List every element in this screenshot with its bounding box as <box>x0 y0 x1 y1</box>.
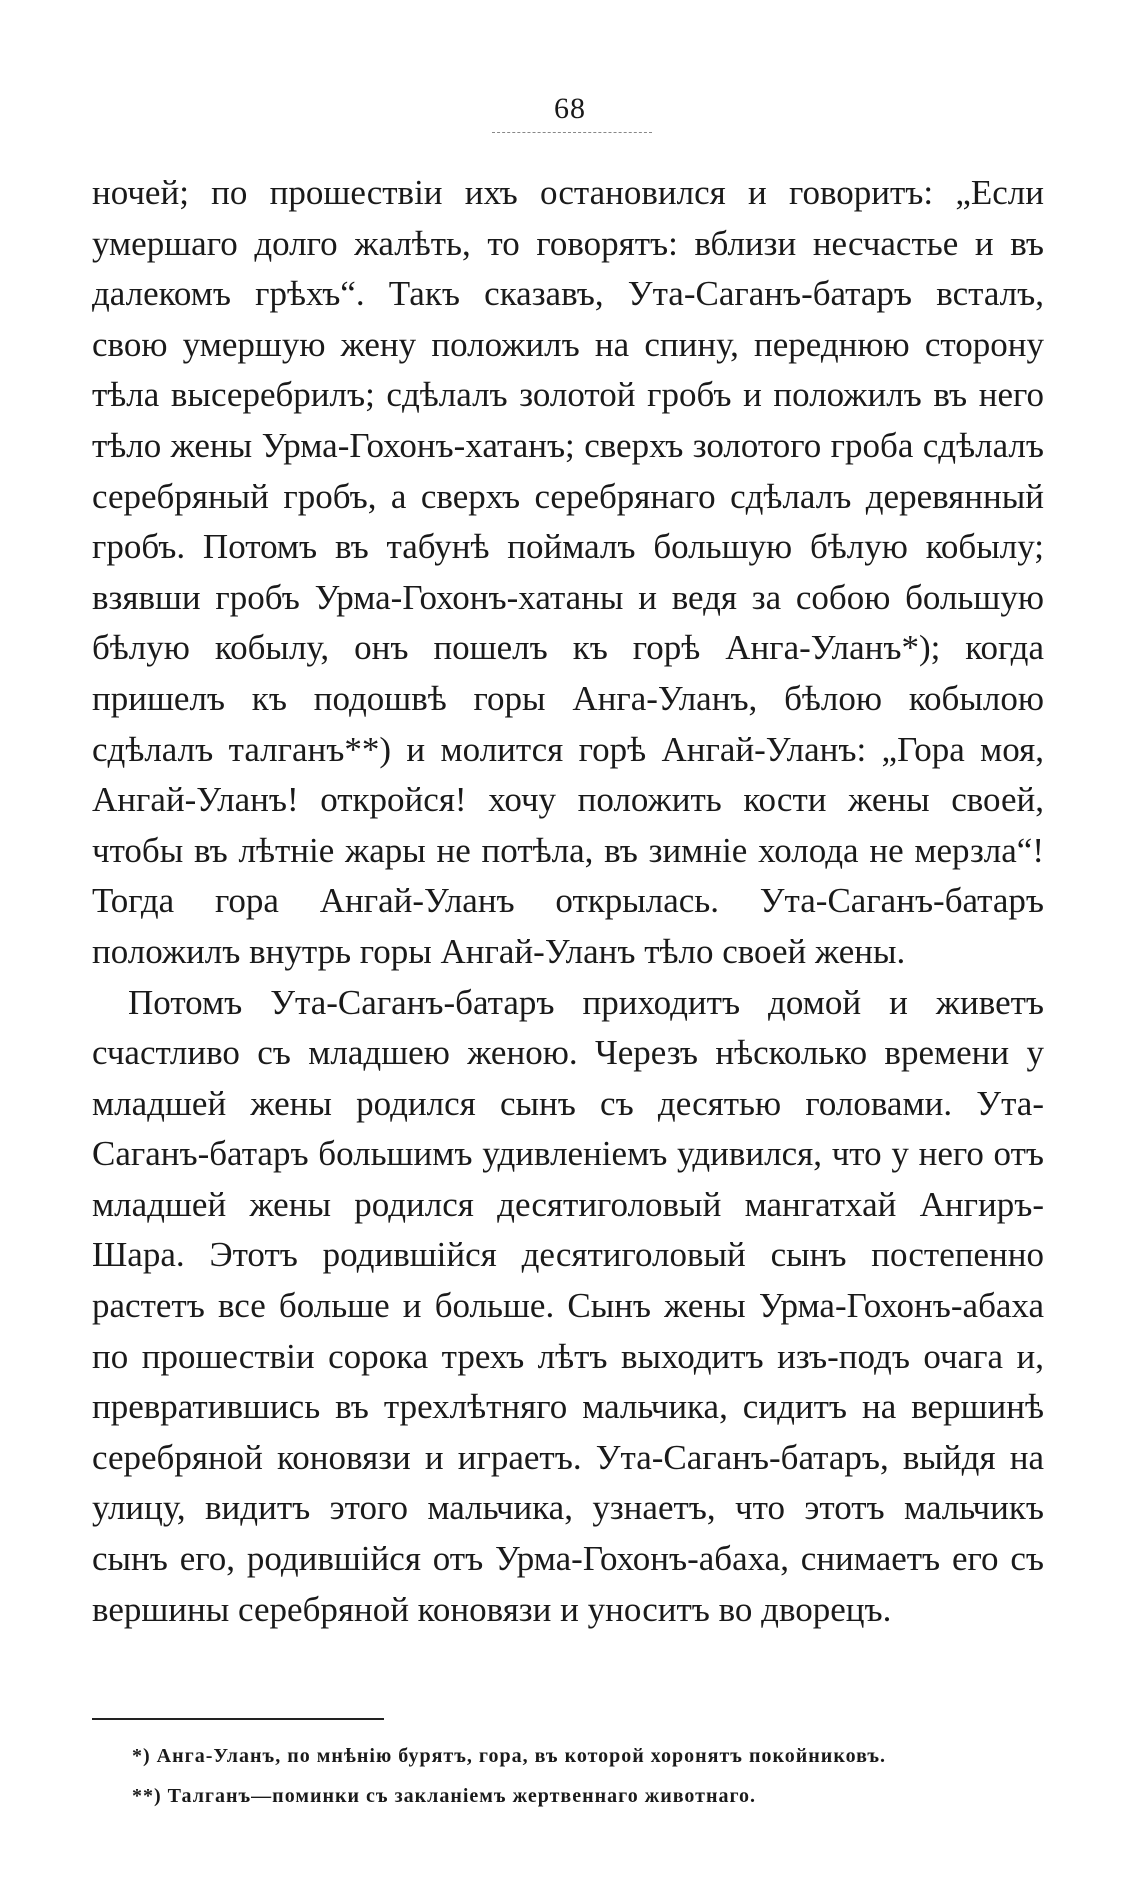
main-text <box>92 168 1044 1635</box>
footnote-divider <box>92 1718 384 1720</box>
footnote-mark: **) <box>132 1785 162 1807</box>
paragraph: Потомъ Ута-Саганъ-батаръ приходитъ домой и живетъ счастливо съ младшею женою. Черезъ нѣсколько времени у младшей жены родился сынъ съ десятью головами. Ута-Саганъ-батаръ большимъ удивленіемъ удивился, что у него отъ младшей жены родился десятиголовый мангатхай Ангиръ-Шара. Этотъ родившійся десятиголовый сынъ постепенно растетъ все больше и больше. Сынъ жены Урма-Гохонъ-абаха по прошествіи сорока трехъ лѣтъ выходитъ изъ-подъ очага и, превратившись въ трехлѣтняго мальчика, сидитъ на вершинѣ серебряной коновязи и играетъ. Ута-Саганъ-батаръ, выйдя на улицу, видитъ этого мальчика, узнаетъ, что этотъ мальчикъ сынъ его, родившійся отъ Урма-Гохонъ-абаха, снимаетъ его съ вершины серебряной коновязи и уноситъ во дворецъ. <box>92 982 1044 1629</box>
page-number: 68 <box>554 92 586 125</box>
paragraph-continued: ночей; по прошествіи ихъ остановился и говоритъ: „Если умершаго долго жалѣть, то говорятъ: вблизи несчастье и въ далекомъ грѣхъ“. Такъ сказавъ, Ута-Саганъ-батаръ всталъ, свою умершую жену положилъ на спину, переднюю сторону тѣла высеребрилъ; сдѣлалъ золотой гробъ и положилъ въ него тѣло жены Урма-Гохонъ-хатанъ; сверхъ золотого гроба сдѣлалъ серебряный гробъ, а сверхъ серебрянаго сдѣлалъ деревянный гробъ. Потомъ въ табунѣ поймалъ большую бѣлую кобылу; взявши гробъ Урма-Гохонъ-хатаны и ведя за собою большую бѣлую кобылу, онъ пошелъ къ горѣ Анга-Уланъ*); когда пришелъ къ подошвѣ горы Анга-Уланъ, бѣлою кобылою сдѣлалъ талганъ**) и молится горѣ Ангай-Уланъ: „Гора моя, Ангай-Уланъ! откройся! хочу положить кости жены своей, чтобы въ лѣтніе жары не потѣла, въ зимніе холода не мерзла“! Тогда гора Ангай-Уланъ открылась. Ута-Саганъ-батаръ положилъ внутрь горы Ангай-Уланъ тѣло своей жены. <box>92 173 1044 971</box>
header-rule <box>492 132 652 133</box>
footnote-text: Талганъ—поминки съ закланіемъ жертвеннаго животнаго. <box>167 1785 757 1807</box>
footnotes <box>132 1736 1052 1816</box>
footnote-2 <box>132 1776 1052 1816</box>
footnote-1 <box>132 1736 1052 1776</box>
footnote-mark: *) <box>132 1745 151 1767</box>
footnote-text: Анга-Уланъ, по мнѣнію бурятъ, гора, въ которой хоронятъ покойниковъ. <box>156 1745 887 1767</box>
